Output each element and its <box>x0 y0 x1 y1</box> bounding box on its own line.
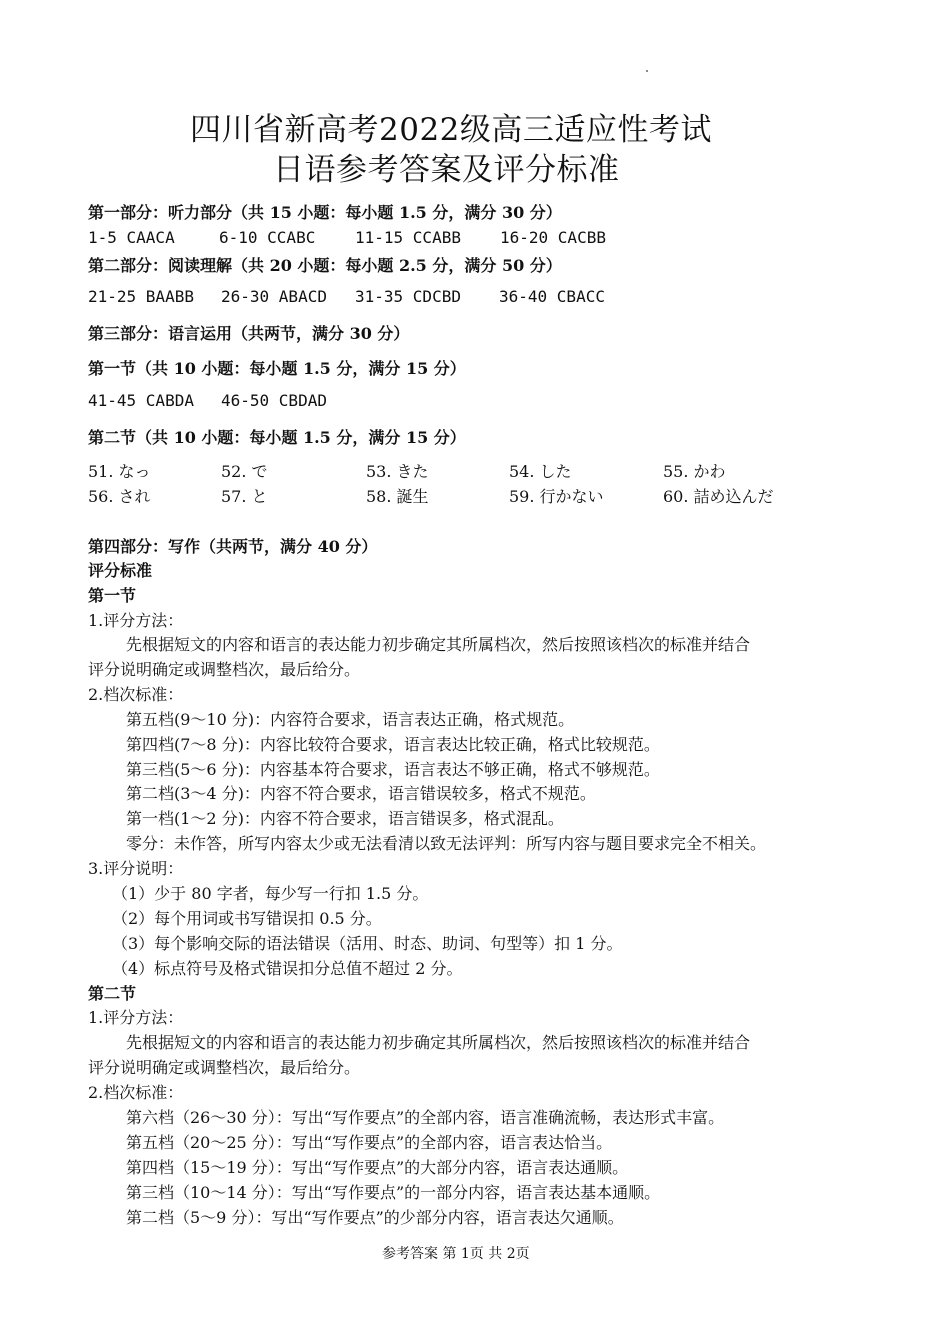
s1-method-paragraph-line1: 先根据短文的内容和语言的表达能力初步确定其所属档次，然后按照该档次的标准并结合 <box>126 635 751 654</box>
s2-grade-5: 第五档（20～25 分）：写出“写作要点”的全部内容，语言表达恰当。 <box>126 1133 613 1152</box>
scan-dot <box>646 70 648 72</box>
part1-answer-1: 1-5 CAACA <box>88 228 175 247</box>
writing-section2-heading: 第二节 <box>88 984 137 1003</box>
s1-notes-title: 3.评分说明： <box>88 859 184 878</box>
doc-title-line1: 四川省新高考2022级高三适应性考试 <box>190 112 712 148</box>
s1-grade-2: 第二档(3～4 分)：内容不符合要求，语言错误较多，格式不规范。 <box>126 784 596 803</box>
part3-section1-answer-1: 41-45 CABDA <box>88 391 194 410</box>
answer-52: 52. で <box>221 462 268 481</box>
s2-grades-title: 2.档次标准： <box>88 1083 184 1102</box>
answer-51: 51. なっ <box>88 462 151 481</box>
s2-grade-2: 第二档（5～9 分）：写出“写作要点”的少部分内容，语言表达欠通顺。 <box>126 1208 624 1227</box>
s1-grade-1: 第一档(1～2 分)：内容不符合要求，语言错误多，格式混乱。 <box>126 809 564 828</box>
s1-grade-3: 第三档(5～6 分)：内容基本符合要求，语言表达不够正确，格式不够规范。 <box>126 760 660 779</box>
page-footer: 参考答案 第 1页 共 2页 <box>382 1246 530 1262</box>
part4-heading: 第四部分：写作（共两节，满分 40 分） <box>88 537 378 556</box>
s2-method-paragraph-line1: 先根据短文的内容和语言的表达能力初步确定其所属档次，然后按照该档次的标准并结合 <box>126 1033 751 1052</box>
answer-53: 53. きた <box>366 462 429 481</box>
part3-section1-heading: 第一节（共 10 小题：每小题 1.5 分，满分 15 分） <box>88 359 466 378</box>
s2-grade-6: 第六档（26～30 分）：写出“写作要点”的全部内容，语言准确流畅，表达形式丰富。 <box>126 1108 725 1127</box>
s1-note-4: （4）标点符号及格式错误扣分总值不超过 2 分。 <box>112 959 463 978</box>
s1-note-2: （2）每个用词或书写错误扣 0.5 分。 <box>112 909 382 928</box>
part2-answer-1: 21-25 BAABB <box>88 287 194 306</box>
answer-59: 59. 行かない <box>509 487 604 506</box>
s1-note-3: （3）每个影响交际的语法错误（活用、时态、助词、句型等）扣 1 分。 <box>112 934 623 953</box>
s1-method-paragraph-line2: 评分说明确定或调整档次，最后给分。 <box>88 660 361 679</box>
answer-56: 56. され <box>88 487 151 506</box>
part1-answer-4: 16-20 CACBB <box>500 228 606 247</box>
doc-title-line2: 日语参考答案及评分标准 <box>273 152 620 188</box>
s1-grade-5: 第五档(9～10 分)：内容符合要求，语言表达正确，格式规范。 <box>126 710 575 729</box>
s1-grade-4: 第四档(7～8 分)：内容比较符合要求，语言表达比较正确，格式比较规范。 <box>126 735 660 754</box>
part3-section2-heading: 第二节（共 10 小题：每小题 1.5 分，满分 15 分） <box>88 428 466 447</box>
s1-grade-zero: 零分：未作答，所写内容太少或无法看清以致无法评判：所写内容与题目要求完全不相关。 <box>126 834 767 853</box>
s1-grades-title: 2.档次标准： <box>88 685 184 704</box>
part2-answer-2: 26-30 ABACD <box>221 287 327 306</box>
s1-note-1: （1）少于 80 字者，每少写一行扣 1.5 分。 <box>112 884 429 903</box>
criteria-heading: 评分标准 <box>88 561 153 580</box>
s2-grade-3: 第三档（10～14 分）：写出“写作要点”的一部分内容，语言表达基本通顺。 <box>126 1183 661 1202</box>
answer-54: 54. した <box>509 462 572 481</box>
part1-answer-2: 6-10 CCABC <box>219 228 316 247</box>
answer-57: 57. と <box>221 487 268 506</box>
answer-60: 60. 詰め込んだ <box>663 487 774 506</box>
s1-method-title: 1.评分方法： <box>88 611 184 630</box>
part3-heading: 第三部分：语言运用（共两节，满分 30 分） <box>88 324 410 343</box>
part2-heading: 第二部分：阅读理解（共 20 小题：每小题 2.5 分，满分 50 分） <box>88 256 562 275</box>
s2-method-paragraph-line2: 评分说明确定或调整档次，最后给分。 <box>88 1058 361 1077</box>
answer-58: 58. 誕生 <box>366 487 429 506</box>
part1-answer-3: 11-15 CCABB <box>355 228 461 247</box>
part2-answer-3: 31-35 CDCBD <box>355 287 461 306</box>
writing-section1-heading: 第一节 <box>88 586 137 605</box>
part3-section1-answer-2: 46-50 CBDAD <box>221 391 327 410</box>
s2-grade-4: 第四档（15～19 分）：写出“写作要点”的大部分内容，语言表达通顺。 <box>126 1158 629 1177</box>
part1-heading: 第一部分：听力部分（共 15 小题：每小题 1.5 分，满分 30 分） <box>88 203 562 222</box>
answer-55: 55. かわ <box>663 462 726 481</box>
s2-method-title: 1.评分方法： <box>88 1008 184 1027</box>
part2-answer-4: 36-40 CBACC <box>499 287 605 306</box>
